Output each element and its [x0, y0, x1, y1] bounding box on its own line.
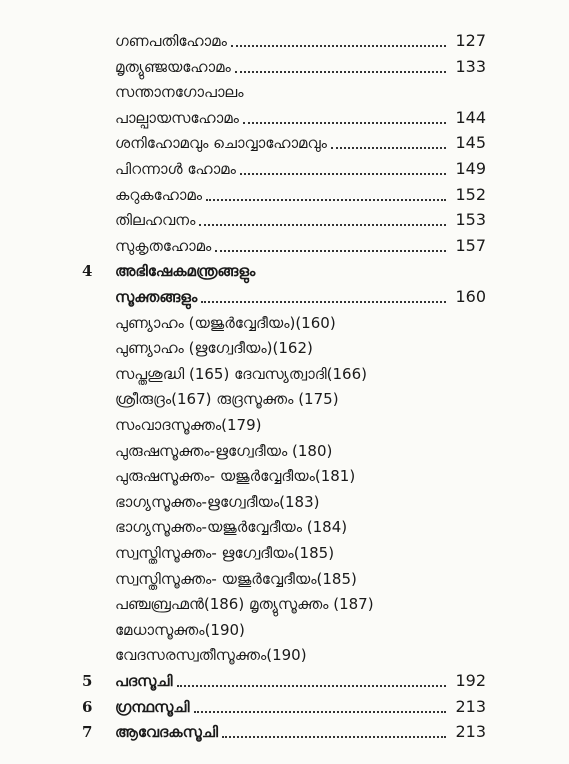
dot-leader — [206, 199, 446, 201]
toc-entry[interactable] — [0, 566, 569, 592]
toc-entry[interactable] — [0, 514, 569, 540]
toc-entry[interactable] — [0, 156, 569, 182]
entry-title: അഭിഷേകമന്ത്രങ്ങളും — [115, 262, 256, 281]
toc-entry[interactable] — [0, 412, 569, 438]
entry-title: പാല്പായസഹോമം — [115, 108, 239, 127]
page-number: 153 — [455, 210, 486, 230]
dot-leader — [222, 736, 446, 738]
toc-entry[interactable] — [0, 668, 569, 694]
entry-title: സന്താനഗോപാലം — [115, 83, 244, 102]
toc-entry[interactable] — [0, 233, 569, 259]
entry-title: ഭാഗ്യസൂക്തം-ഋഗ്വേദീയം(183) — [115, 492, 320, 511]
dot-leader — [215, 250, 446, 252]
entry-title: മേധാസൂക്തം(190) — [115, 620, 245, 639]
entry-title: പുരുഷസൂക്തം- യജുർവ്വേദീയം(181) — [115, 467, 356, 486]
entry-title: ഭാഗ്യസൂക്തം-യജുർവ്വേദീയം (184) — [115, 518, 348, 537]
entry-title: ഗ്രന്ഥസൂചി — [115, 697, 190, 716]
toc-entry[interactable] — [0, 310, 569, 336]
toc-entry[interactable] — [0, 463, 569, 489]
entry-title: സൂക്തങ്ങളും — [115, 288, 198, 306]
dot-leader — [243, 122, 446, 124]
entry-title: മൃത്യുഞ്ജയഹോമം — [115, 57, 231, 76]
toc-entry[interactable] — [0, 694, 569, 720]
toc-entry[interactable] — [0, 361, 569, 387]
entry-title: തിലഹവനം — [115, 211, 196, 230]
toc-entry[interactable] — [0, 489, 569, 515]
toc-entry[interactable] — [0, 258, 569, 284]
entry-title: സംവാദസൂക്തം(179) — [115, 416, 262, 434]
dot-leader — [235, 71, 446, 73]
page-number: 144 — [455, 107, 486, 127]
toc-entry[interactable] — [0, 540, 569, 566]
page-number: 133 — [455, 56, 486, 76]
toc-entry[interactable] — [0, 54, 569, 80]
entry-title: പുണ്യാഹം (യജുർവ്വേദീയം)(160) — [115, 313, 336, 332]
entry-title: ആവേദകസൂചി — [115, 723, 219, 742]
toc-entry[interactable] — [0, 335, 569, 361]
entry-title: സുകൃതഹോമം — [115, 236, 212, 255]
page-number: 152 — [455, 184, 486, 204]
page-number: 160 — [455, 287, 486, 306]
dot-leader — [194, 711, 446, 713]
toc-entry[interactable] — [0, 438, 569, 464]
page-number: 149 — [455, 159, 486, 178]
page-number: 213 — [455, 722, 486, 742]
toc-entry[interactable] — [0, 642, 569, 668]
toc-entry[interactable] — [0, 130, 569, 156]
entry-title: ശ്രീരുദ്രം(167) രുദ്രസൂക്തം (175) — [115, 390, 339, 409]
entry-title: സപ്തശുദ്ധി (165) ദേവസ്യത്വാദി(166) — [115, 364, 367, 383]
entry-title: സ്വസ്തിസൂക്തം- ഋഗ്വേദീയം(185) — [115, 544, 335, 562]
toc-entry[interactable] — [0, 207, 569, 233]
entry-title: പഞ്ചബ്രഹ്മൻ(186) മൃത്യുസൂക്തം (187) — [115, 595, 374, 614]
page-number: 127 — [455, 31, 486, 50]
chapter-number: 5 — [82, 672, 93, 690]
entry-title: വേദസരസ്വതീസൂക്തം(190) — [115, 646, 307, 665]
chapter-number: 7 — [82, 723, 93, 742]
toc-entry[interactable] — [0, 284, 569, 310]
toc-entry[interactable] — [0, 591, 569, 617]
entry-title: പുരുഷസൂക്തം-ഋഗ്വേദീയം (180) — [115, 441, 333, 460]
toc-entry[interactable] — [0, 617, 569, 643]
dot-leader — [240, 173, 446, 175]
chapter-number: 6 — [82, 697, 93, 716]
entry-title: പിറന്നാൾ ഹോമം — [115, 160, 236, 178]
entry-title: സ്വസ്തിസൂക്തം- യജുർവ്വേദീയം(185) — [115, 569, 357, 588]
toc-entry[interactable] — [0, 719, 569, 745]
page-number: 157 — [455, 235, 486, 255]
toc-entry[interactable] — [0, 182, 569, 208]
toc-entry[interactable] — [0, 28, 569, 54]
dot-leader — [177, 685, 446, 687]
dot-leader — [231, 45, 446, 47]
entry-title: കറുകഹോമം — [115, 185, 203, 204]
page-number: 145 — [455, 133, 486, 153]
chapter-number: 4 — [82, 262, 93, 281]
toc-entry[interactable] — [0, 79, 569, 105]
page-number: 192 — [455, 671, 486, 690]
dot-leader — [201, 301, 446, 303]
entry-title: ശനിഹോമവും ചൊവ്വാഹോമവും — [115, 134, 327, 153]
dot-leader — [331, 147, 446, 149]
page-number: 213 — [455, 696, 486, 716]
entry-title: പുണ്യാഹം (ഋഗ്വേദീയം)(162) — [115, 339, 313, 358]
toc-entry[interactable] — [0, 386, 569, 412]
dot-leader — [199, 224, 446, 226]
toc-entry[interactable] — [0, 105, 569, 131]
entry-title: ഗണപതിഹോമം — [115, 32, 227, 50]
entry-title: പദസൂചി — [115, 672, 173, 690]
